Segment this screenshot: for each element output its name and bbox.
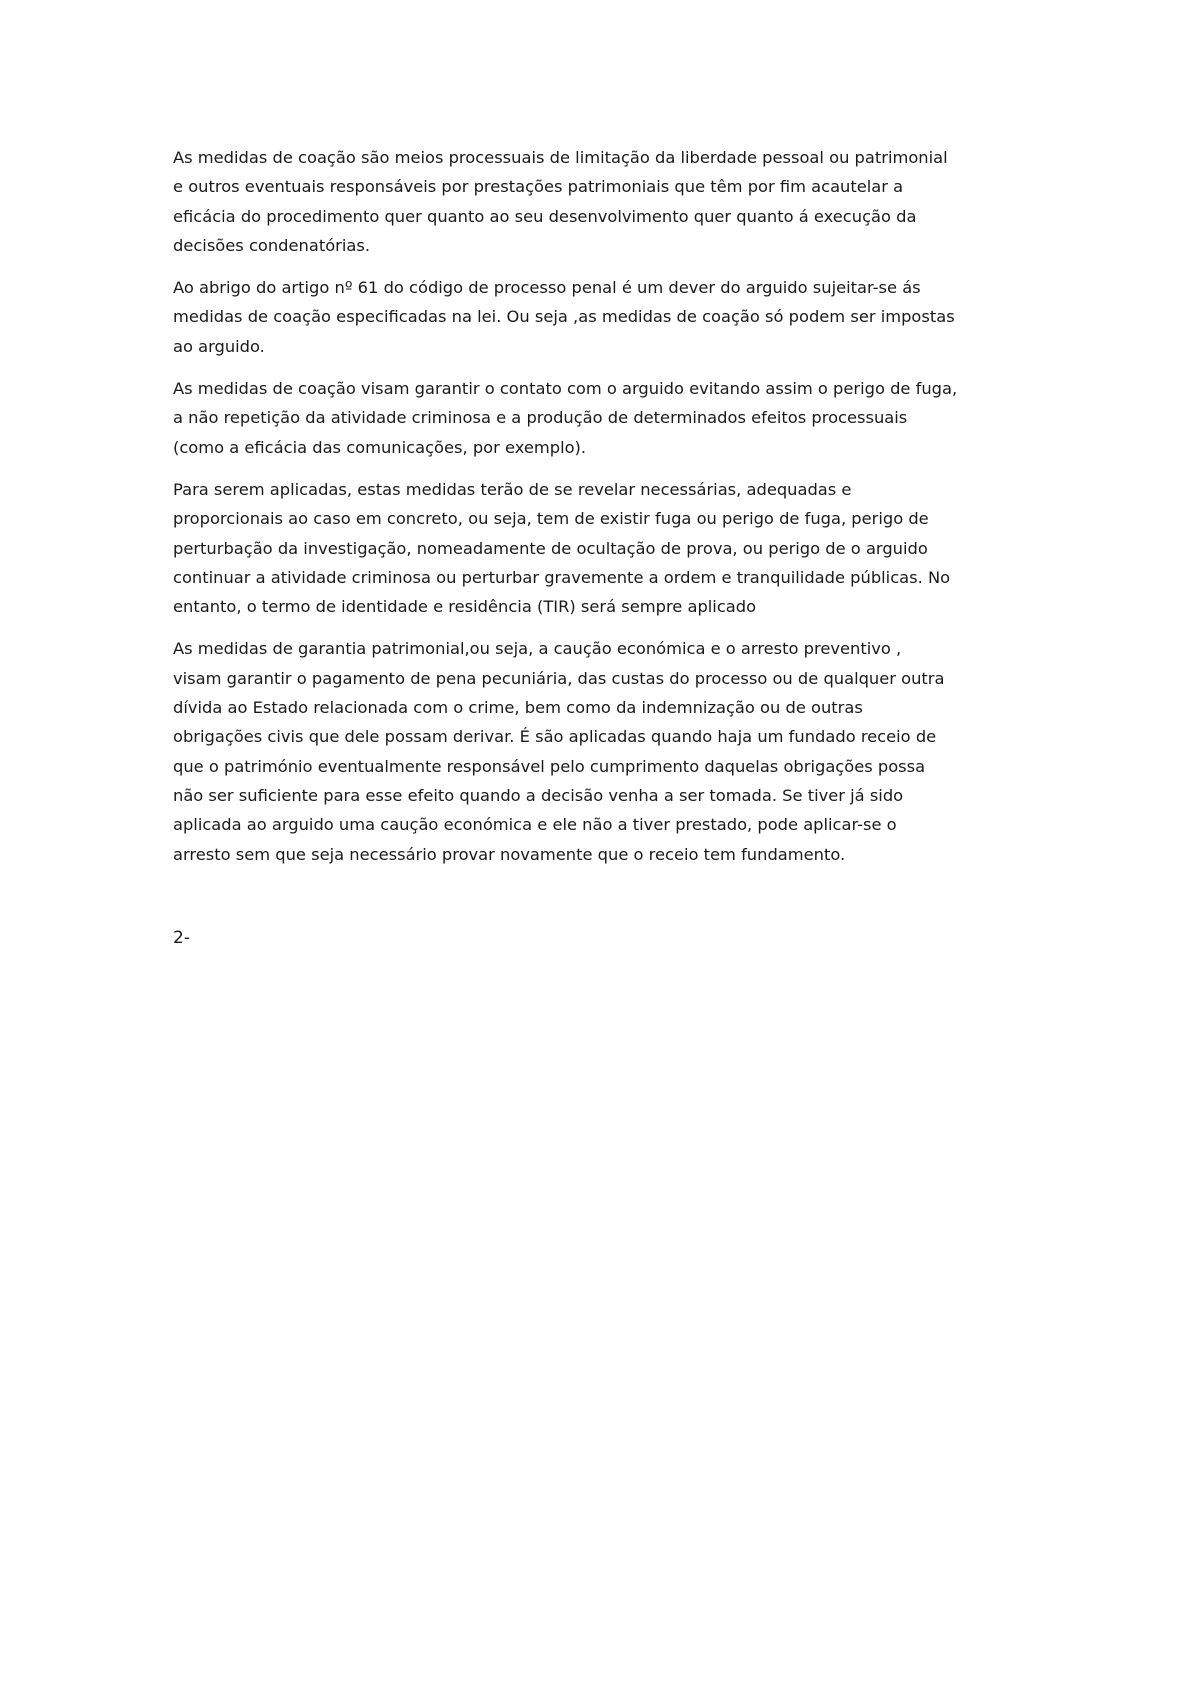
paragraph-patrimonial-guarantee: As medidas de garantia patrimonial,ou seja, a caução económica e o arresto preventivo , visam garantir o pagamento de pena pecuniária, das custas do processo ou de qualquer outra dívida ao Estado relacionada com o crime, bem como da indemnização ou de outras obrigações civis que dele possam derivar. É são aplicadas quando haja um fundado receio de que o património eventualmente responsável pelo cumprimento daquelas obrigações possa não ser suficiente para esse efeito quando a decisão venha a ser tomada. Se tiver já sido aplicada ao arguido uma caução económica e ele não a tiver prestado, pode aplicar-se o arresto sem que seja necessário provar novamente que o receio tem fundamento. <box>173 639 945 864</box>
section-number: 2- <box>173 927 190 948</box>
paragraph-article-61: Ao abrigo do artigo nº 61 do código de processo penal é um dever do arguido sujeitar-se ás medidas de coação especificadas na lei. Ou seja ,as medidas de coação só podem ser impostas ao arguido. <box>173 278 955 356</box>
paragraph-application-requirements: Para serem aplicadas, estas medidas terão de se revelar necessárias, adequadas e proporcionais ao caso em concreto, ou seja, tem de existir fuga ou perigo de fuga, perigo de perturbação da investigação, nomeadamente de ocultação de prova, ou perigo de o arguido continuar a atividade criminosa ou perturbar gravemente a ordem e tranquilidade públicas. No entanto, o termo de identidade e residência (TIR) será sempre aplicado <box>173 479 951 617</box>
paragraph-coercive-measures-purpose: As medidas de coação visam garantir o contato com o arguido evitando assim o perigo de fuga, a não repetição da atividade criminosa e a produção de determinados efeitos processuais (como a eficácia das comunicações, por exemplo). <box>173 379 958 457</box>
document-body <box>173 143 1043 966</box>
paragraph-coercive-measures-definition: As medidas de coação são meios processuais de limitação da liberdade pessoal ou patrimonial e outros eventuais responsáveis por prestações patrimoniais que têm por fim acautelar a eficácia do procedimento quer quanto ao seu desenvolvimento quer quanto á execução da decisões condenatórias. <box>173 148 948 255</box>
